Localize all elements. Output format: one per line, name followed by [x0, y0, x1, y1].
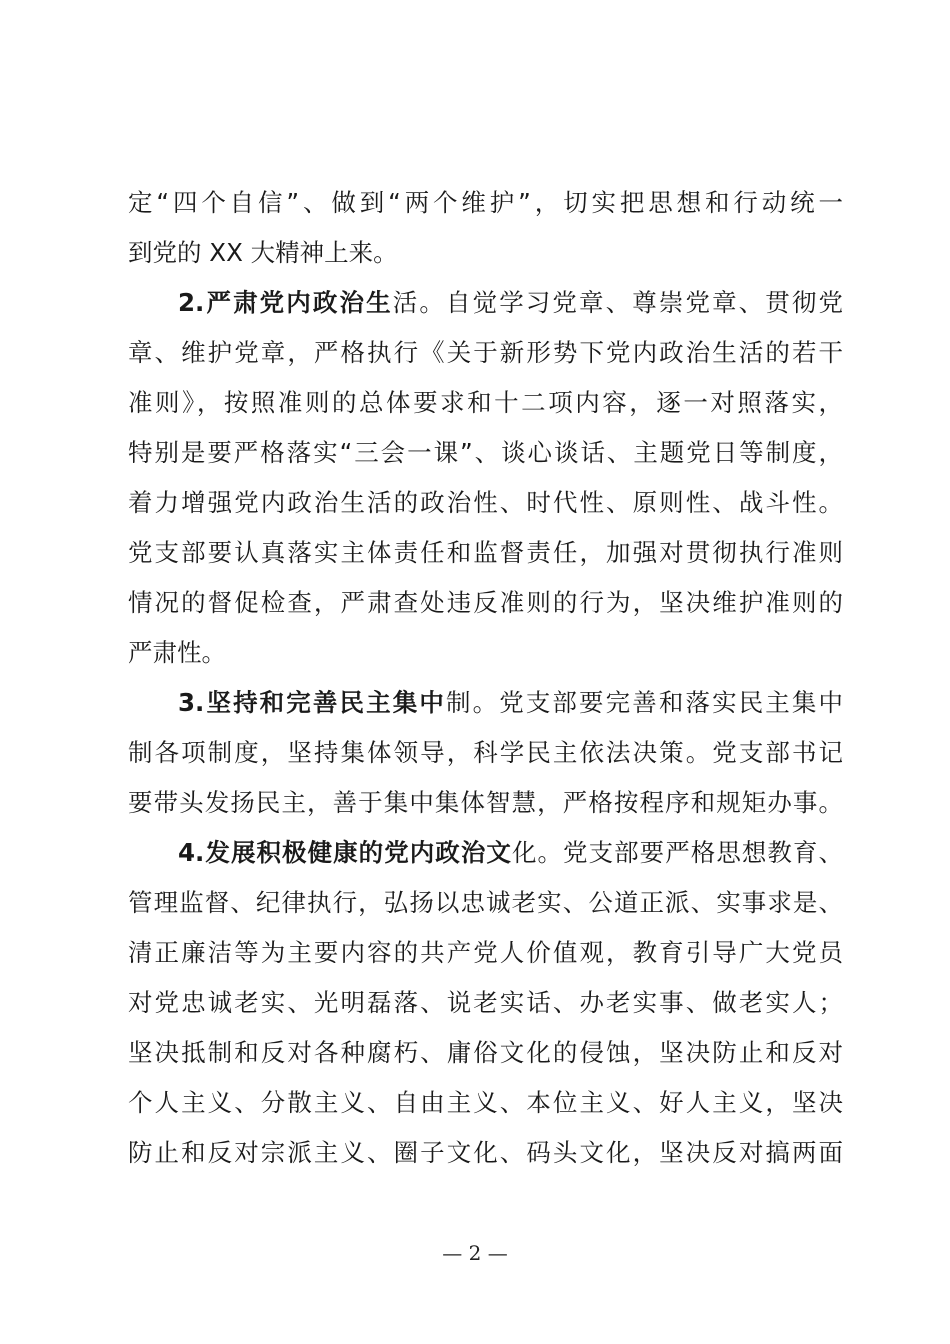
section-2-heading-tail: 活。: [392, 288, 446, 317]
text-line: 着力增强党内政治生活的政治性、时代性、原则性、战斗性。: [128, 488, 843, 517]
text-line: 到党的 XX 大精神上来。: [128, 238, 398, 267]
text-line: 情况的督促检查，严肃查处违反准则的行为，坚决维护准则的: [128, 588, 843, 617]
section-3-heading-tail: 制。: [445, 688, 500, 717]
section-3-first-line: [178, 686, 843, 720]
text-line: 准则》，按照准则的总体要求和十二项内容，逐一对照落实，: [128, 388, 843, 417]
text-line: 对党忠诚老实、光明磊落、说老实话、办老实事、做老实人；: [128, 988, 843, 1017]
section-3-heading: 3.坚持和完善民主集中: [178, 688, 446, 717]
text-line: 个人主义、分散主义、自由主义、本位主义、好人主义，坚决: [128, 1088, 843, 1117]
text-line: 防止和反对宗派主义、圈子文化、码头文化，坚决反对搞两面: [128, 1138, 843, 1167]
text-line: 要带头发扬民主，善于集中集体智慧，严格按程序和规矩办事。: [128, 788, 843, 817]
section-4-heading-tail: 化。: [511, 838, 564, 867]
section-2-text: 自觉学习党章、尊崇党章、贯彻党: [445, 288, 843, 317]
text-line: 管理监督、纪律执行，弘扬以忠诚老实、公道正派、实事求是、: [128, 888, 843, 917]
section-3-text: 党支部要完善和落实民主集中: [499, 688, 843, 717]
section-2-heading: 2.严肃党内政治生: [178, 288, 393, 317]
text-line: 章、维护党章，严格执行《关于新形势下党内政治生活的若干: [128, 338, 843, 367]
page-number: — 2 —: [442, 1241, 508, 1265]
section-4-text: 党支部要严格思想教育、: [563, 838, 843, 867]
text-line: 清正廉洁等为主要内容的共产党人价值观，教育引导广大党员: [128, 938, 843, 967]
text-line: 严肃性。: [128, 638, 226, 667]
text-line: 坚决抵制和反对各种腐朽、庸俗文化的侵蚀，坚决防止和反对: [128, 1038, 843, 1067]
section-2-first-line: [178, 286, 843, 320]
text-line: 制各项制度，坚持集体领导，科学民主依法决策。党支部书记: [128, 738, 843, 767]
text-line: 特别是要严格落实“三会一课”、谈心谈话、主题党日等制度，: [128, 438, 843, 467]
text-line: 党支部要认真落实主体责任和监督责任，加强对贯彻执行准则: [128, 538, 843, 567]
section-4-first-line: [178, 836, 843, 870]
text-line: 定“四个自信”、做到“两个维护”，切实把思想和行动统一: [128, 188, 843, 217]
section-4-heading: 4.发展积极健康的党内政治文: [178, 838, 512, 867]
